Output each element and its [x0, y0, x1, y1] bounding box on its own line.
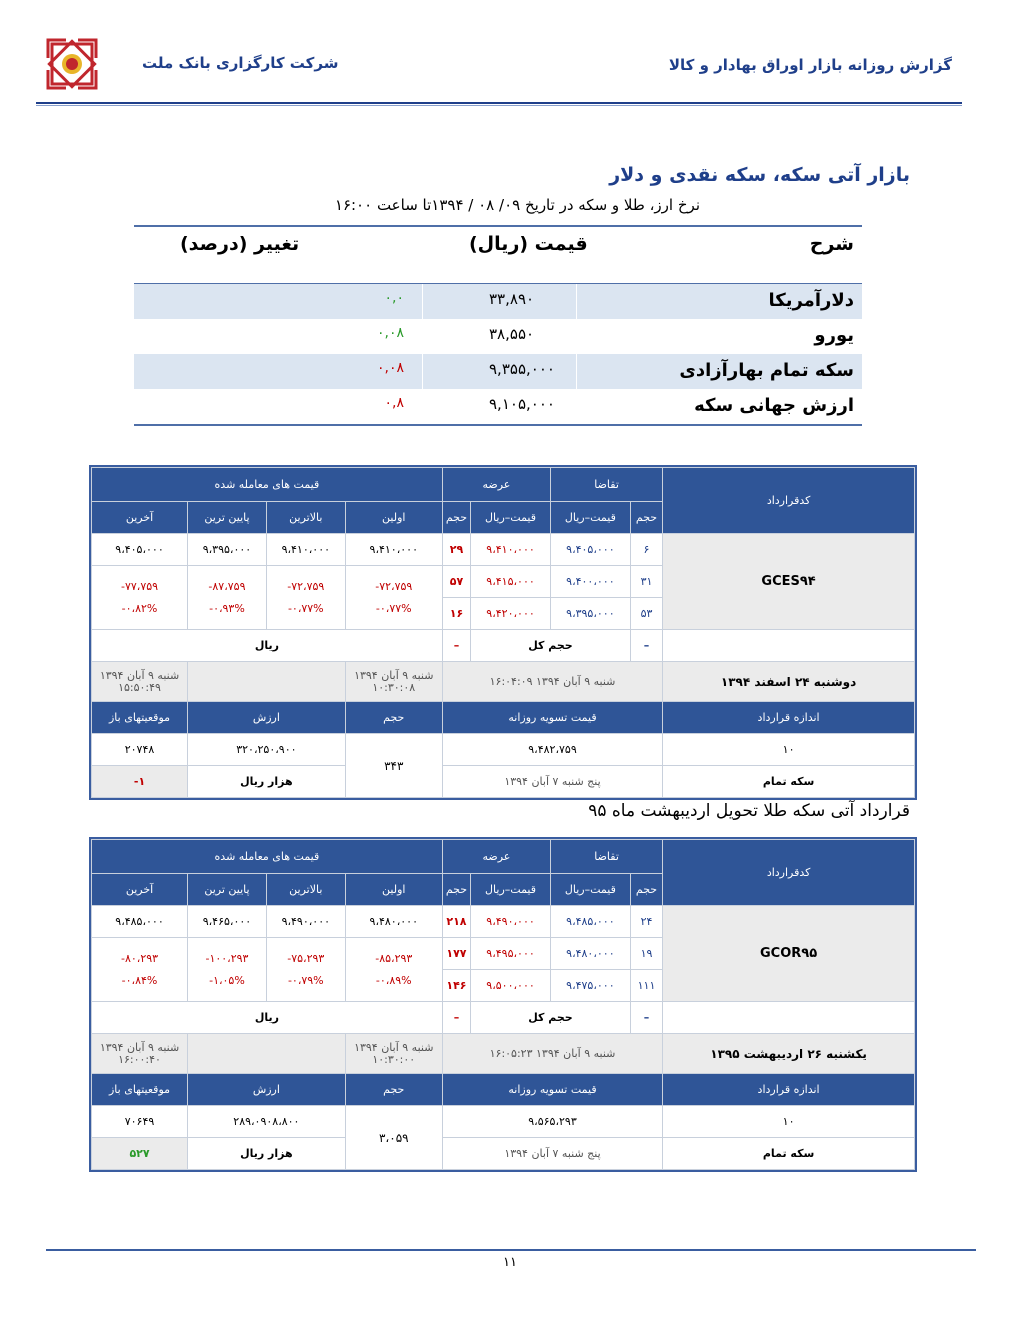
header-divider-thin: [36, 105, 962, 106]
rate-price: ۹,۱۰۵,۰۰۰: [489, 395, 555, 413]
contract-size: ۱۰: [782, 743, 795, 756]
highest-price: ۹،۴۹۰،۰۰۰: [281, 915, 331, 928]
rate-row: [134, 319, 862, 354]
last-price: ۹،۴۰۵،۰۰۰: [115, 543, 164, 556]
highest-change: -۷۲،۷۵۹: [287, 579, 325, 593]
total-volume-label: حجم کل: [528, 1011, 573, 1024]
rate-price: ۹,۳۵۵,۰۰۰: [489, 360, 555, 378]
demand-volume-header: حجم: [635, 511, 658, 524]
demand-price-header: قیمت–ریال: [564, 511, 616, 524]
highest-header: بالاترین: [289, 883, 323, 896]
lowest-change-pct: -۰،۹۳%: [209, 601, 245, 615]
section-subtitle: نرخ ارز، طلا و سکه در تاریخ ۰۹/ ۰۸ / ۱۳۹۴تا ساعت ۱۶:۰۰: [334, 196, 700, 214]
settlement-header: قیمت تسویه روزانه: [508, 711, 597, 724]
contract-code-header: کدقرارداد: [766, 866, 811, 879]
header-price: قیمت (ریال): [469, 233, 588, 255]
rates-header-row: [134, 227, 862, 284]
supply-volume: ۱۷۷: [446, 947, 467, 960]
first-trade-date: شنبه ۹ آبان ۱۳۹۴: [354, 1040, 434, 1054]
highest-change-pct: -۰،۷۷%: [287, 601, 324, 615]
demand-price: ۹،۴۷۵،۰۰۰: [566, 979, 615, 992]
section-title: بازار آتی سکه، سکه نقدی و دلار: [609, 164, 910, 186]
supply-price: ۹،۴۹۰،۰۰۰: [486, 915, 535, 928]
supply-price: ۹،۴۱۰،۰۰۰: [486, 543, 535, 556]
first-trade-date: شنبه ۹ آبان ۱۳۹۴: [354, 668, 434, 682]
total-volume-label: حجم کل: [528, 639, 573, 652]
last-trade-time: ۱۵:۵۰:۴۹: [118, 680, 161, 694]
open-positions: ۷۰۶۴۹: [124, 1115, 155, 1128]
demand-price: ۹،۳۹۵،۰۰۰: [566, 607, 615, 620]
rate-desc: سکه تمام بهارآزادی: [679, 360, 854, 381]
supply-header: عرضه: [482, 850, 511, 863]
supply-price: ۹،۴۲۰،۰۰۰: [486, 607, 535, 620]
supply-price: ۹،۵۰۰،۰۰۰: [486, 979, 535, 992]
company-name: شرکت کارگزاری بانک ملت: [142, 54, 339, 72]
supply-price-header: قیمت–ریال: [485, 511, 537, 524]
supply-total-dash: –: [453, 639, 460, 652]
demand-volume: ۳۱: [640, 575, 653, 588]
trade-value: ۲۸۹،۰۹۰۸،۸۰۰: [233, 1115, 300, 1128]
rate-desc: ارزش جهانی سکه: [694, 395, 854, 416]
rate-desc: یورو: [814, 325, 854, 346]
trade-volume: ۳۴۳: [384, 758, 404, 773]
contract-unit: سکه تمام: [762, 775, 815, 788]
header-divider: [36, 102, 962, 104]
first-change-pct: -۰،۸۹%: [375, 973, 412, 987]
value-header: ارزش: [252, 1083, 280, 1096]
first-change-pct: -۰،۷۷%: [375, 601, 412, 615]
contract-size-header: اندازه قرارداد: [757, 1083, 820, 1096]
last-change: -۸۰،۲۹۳: [120, 951, 159, 965]
rate-desc: دلارآمریکا: [768, 290, 854, 311]
lowest-header: پایین ترین: [204, 511, 250, 524]
page-number: ۱۱: [503, 1255, 517, 1270]
book-timestamp: شنبه ۹ آبان ۱۳۹۴ ۱۶:۰۵:۲۳: [489, 1046, 616, 1060]
highest-change-pct: -۰،۷۹%: [287, 973, 324, 987]
supply-header: عرضه: [482, 478, 511, 491]
demand-volume: ۵۳: [640, 607, 653, 620]
last-price: ۹،۴۸۵،۰۰۰: [115, 915, 164, 928]
demand-price: ۹،۴۸۰،۰۰۰: [566, 947, 615, 960]
last-header: آخرین: [125, 511, 154, 524]
contract-table-gcor95: [89, 837, 917, 1172]
demand-volume: ۶: [643, 543, 650, 556]
book-timestamp: شنبه ۹ آبان ۱۳۹۴ ۱۶:۰۴:۰۹: [489, 674, 616, 688]
settlement-date: پنج شنبه ۷ آبان ۱۳۹۴: [504, 1146, 601, 1160]
rate-change: ۰,۰۸: [376, 360, 404, 376]
rial-label: ریال: [254, 639, 279, 652]
lowest-change-pct: -۱،۰۵%: [209, 973, 245, 987]
rate-change: ۰,۰: [384, 290, 404, 306]
maturity-date: دوشنبه ۲۴ اسفند ۱۳۹۴: [720, 674, 857, 689]
supply-volume: ۵۷: [449, 575, 464, 588]
rate-row: [134, 354, 862, 389]
contract-unit: سکه تمام: [762, 1147, 815, 1160]
open-positions-change: -۱: [133, 775, 146, 788]
fx-gold-rates-table: [134, 225, 862, 426]
first-trade-time: ۱۰:۳۰:۰۰: [372, 1052, 416, 1066]
supply-volume: ۱۶: [449, 607, 464, 620]
last-trade-date: شنبه ۹ آبان ۱۳۹۴: [99, 1040, 180, 1054]
supply-price: ۹،۴۹۵،۰۰۰: [486, 947, 535, 960]
settlement-date: پنج شنبه ۷ آبان ۱۳۹۴: [504, 774, 601, 788]
volume-header: حجم: [383, 1083, 405, 1096]
traded-prices-header: قیمت های معامله شده: [214, 478, 320, 491]
contract2-caption: قرارداد آتی سکه طلا تحویل اردیبهشت ماه ۹۵: [588, 801, 910, 821]
supply-price-header: قیمت–ریال: [485, 883, 537, 896]
highest-header: بالاترین: [289, 511, 323, 524]
traded-prices-header: قیمت های معامله شده: [214, 850, 320, 863]
first-change: -۸۵،۲۹۳: [375, 951, 413, 965]
contract-size: ۱۰: [782, 1115, 795, 1128]
contract-table-gces94: [89, 465, 917, 800]
first-change: -۷۲،۷۵۹: [375, 579, 413, 593]
contract-code: GCOR۹۵: [760, 946, 818, 961]
lowest-header: پایین ترین: [204, 883, 250, 896]
rate-price: ۳۳,۸۹۰: [489, 290, 535, 308]
open-positions-header: موقعیتهای باز: [108, 711, 171, 724]
bank-mellat-logo: [42, 34, 102, 94]
demand-header: تقاضا: [594, 478, 619, 491]
demand-volume: ۲۴: [640, 915, 653, 928]
trade-value: ۳۲۰،۲۵۰،۹۰۰: [236, 743, 297, 756]
lowest-change: -۱۰۰،۲۹۳: [205, 951, 249, 965]
lowest-price: ۹،۳۹۵،۰۰۰: [202, 543, 252, 556]
supply-volume: ۲۱۸: [446, 915, 467, 928]
last-change: -۷۷،۷۵۹: [120, 579, 159, 593]
supply-price: ۹،۴۱۵،۰۰۰: [486, 575, 535, 588]
demand-total-dash: –: [643, 639, 650, 652]
rate-row: [134, 389, 862, 424]
first-price: ۹،۴۱۰،۰۰۰: [369, 543, 418, 556]
supply-total-dash: –: [453, 1011, 460, 1024]
demand-total-dash: –: [643, 1011, 650, 1024]
supply-volume-header: حجم: [445, 511, 468, 524]
demand-header: تقاضا: [594, 850, 619, 863]
demand-volume: ۱۱۱: [637, 979, 656, 992]
trade-volume: ۳،۰۵۹: [378, 1130, 409, 1145]
highest-change: -۷۵،۲۹۳: [287, 951, 325, 965]
demand-price: ۹،۴۸۵،۰۰۰: [566, 915, 615, 928]
rate-row: [134, 284, 862, 319]
last-trade-date: شنبه ۹ آبان ۱۳۹۴: [99, 668, 180, 682]
highest-price: ۹،۴۱۰،۰۰۰: [281, 543, 331, 556]
rate-change: ۰,۰۸: [376, 325, 404, 341]
value-unit: هزار ریال: [240, 1147, 293, 1160]
rate-price: ۳۸,۵۵۰: [489, 325, 535, 343]
first-header: اولین: [382, 883, 406, 896]
supply-volume: ۱۴۶: [446, 979, 467, 992]
lowest-price: ۹،۴۶۵،۰۰۰: [202, 915, 252, 928]
contract-code: GCES۹۴: [761, 574, 816, 589]
open-positions: ۲۰۷۴۸: [124, 743, 155, 756]
demand-volume-header: حجم: [635, 883, 658, 896]
rate-change: ۰,۸: [384, 395, 404, 411]
supply-volume-header: حجم: [445, 883, 468, 896]
settlement-header: قیمت تسویه روزانه: [508, 1083, 597, 1096]
first-trade-time: ۱۰:۳۰:۰۸: [372, 680, 416, 694]
last-change-pct: -۰،۸۴%: [121, 973, 158, 987]
supply-volume: ۲۹: [449, 543, 464, 556]
last-change-pct: -۰،۸۲%: [121, 601, 158, 615]
rial-label: ریال: [254, 1011, 279, 1024]
value-unit: هزار ریال: [240, 775, 293, 788]
maturity-date: یکشنبه ۲۶ اردیبهشت ۱۳۹۵: [710, 1046, 867, 1061]
header-desc: شرح: [809, 233, 854, 255]
report-title: گزارش روزانه بازار اوراق بهادار و کالا: [668, 56, 952, 74]
first-price: ۹،۴۸۰،۰۰۰: [369, 915, 418, 928]
first-header: اولین: [382, 511, 406, 524]
settlement-price: ۹،۵۶۵،۲۹۳: [528, 1115, 577, 1128]
settlement-price: ۹،۴۸۲،۷۵۹: [528, 743, 577, 756]
last-header: آخرین: [125, 883, 154, 896]
lowest-change: -۸۷،۷۵۹: [208, 579, 246, 593]
demand-price: ۹،۴۰۵،۰۰۰: [566, 543, 615, 556]
demand-volume: ۱۹: [640, 947, 653, 960]
footer-divider: [46, 1249, 976, 1251]
contract-code-header: کدقرارداد: [766, 494, 811, 507]
contract-size-header: اندازه قرارداد: [757, 711, 820, 724]
last-trade-time: ۱۶:۰۰:۴۰: [118, 1052, 161, 1066]
open-positions-change: ۵۲۷: [129, 1147, 150, 1160]
demand-price-header: قیمت–ریال: [564, 883, 616, 896]
value-header: ارزش: [252, 711, 280, 724]
volume-header: حجم: [383, 711, 405, 724]
header-change: تغییر (درصد): [180, 233, 300, 255]
demand-price: ۹،۴۰۰،۰۰۰: [566, 575, 615, 588]
open-positions-header: موقعیتهای باز: [108, 1083, 171, 1096]
